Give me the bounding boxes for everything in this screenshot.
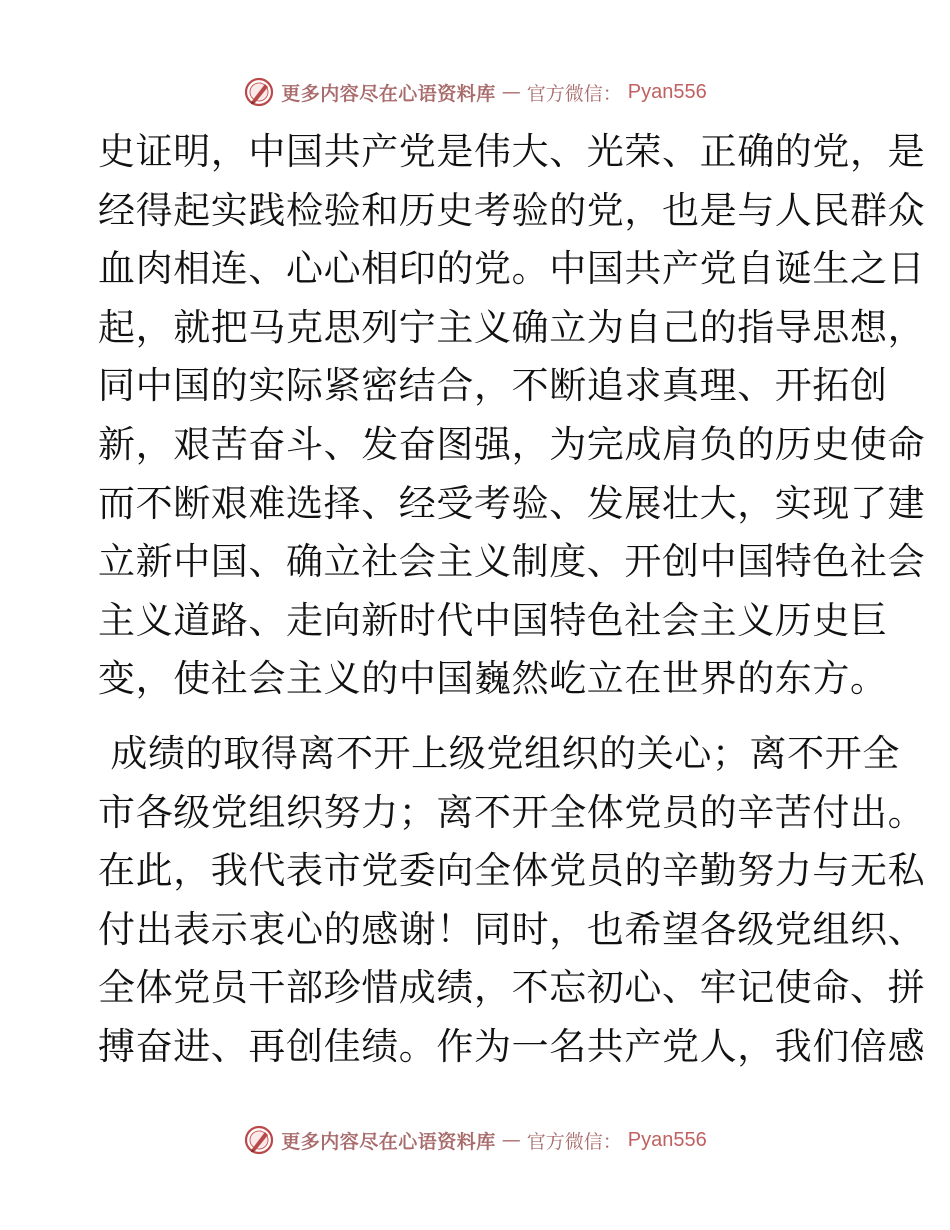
- text-line: 血肉相连、心心相印的党。中国共产党自诞生之日: [98, 247, 926, 291]
- paragraph-spacer: [98, 709, 858, 725]
- watermark-dash: —: [501, 81, 521, 103]
- text-line: 经得起实践检验和历史考验的党，也是与人民群众: [98, 188, 926, 232]
- watermark-brand: 更多内容尽在心语资料库: [281, 82, 496, 105]
- text-line: 在此，我代表市党委向全体党员的辛勤努力与无私: [98, 849, 926, 893]
- text-line: 主义道路、走向新时代中国特色社会主义历史巨: [98, 598, 888, 642]
- text-line: 起，就把马克思列宁主义确立为自己的指导思想，: [98, 305, 926, 349]
- text-line: 同中国的实际紧密结合，不断追求真理、开拓创: [98, 364, 888, 408]
- text-line: 市各级党组织努力；离不开全体党员的辛苦付出。: [98, 790, 926, 834]
- text-line: 全体党员干部珍惜成绩，不忘初心、牢记使命、拼: [98, 966, 926, 1010]
- text-line: 立新中国、确立社会主义制度、开创中国特色社会: [98, 540, 926, 584]
- text-line: 史证明，中国共产党是伟大、光荣、正确的党，是: [98, 130, 926, 173]
- watermark-official: 官方微信：: [526, 82, 622, 105]
- watermark-official: 官方微信：: [526, 1130, 622, 1153]
- pen-logo-icon: [243, 1124, 275, 1156]
- watermark-brand: 更多内容尽在心语资料库: [281, 1130, 496, 1153]
- watermark-dash: —: [501, 1129, 521, 1151]
- paragraph-2: [98, 725, 926, 1077]
- text-line: 搏奋进、再创佳绩。作为一名共产党人，我们倍感: [98, 1024, 926, 1068]
- pen-logo-icon: [243, 76, 275, 108]
- watermark-id: Pyan556: [627, 1128, 707, 1151]
- text-line: 新，艰苦奋斗、发奋图强，为完成肩负的历史使命: [98, 422, 926, 466]
- text-line: 成绩的取得离不开上级党组织的关心；离不开全: [98, 731, 900, 775]
- footer-watermark: [0, 1120, 950, 1160]
- text-line: 变，使社会主义的中国巍然屹立在世界的东方。: [98, 657, 888, 701]
- text-line: 付出表示衷心的感谢！同时，也希望各级党组织、: [98, 907, 926, 951]
- paragraph-1: [98, 123, 926, 709]
- watermark-id: Pyan556: [627, 80, 707, 103]
- header-watermark: [0, 72, 950, 112]
- text-line: 而不断艰难选择、经受考验、发展壮大，实现了建: [98, 481, 926, 525]
- document-body: [98, 123, 926, 1077]
